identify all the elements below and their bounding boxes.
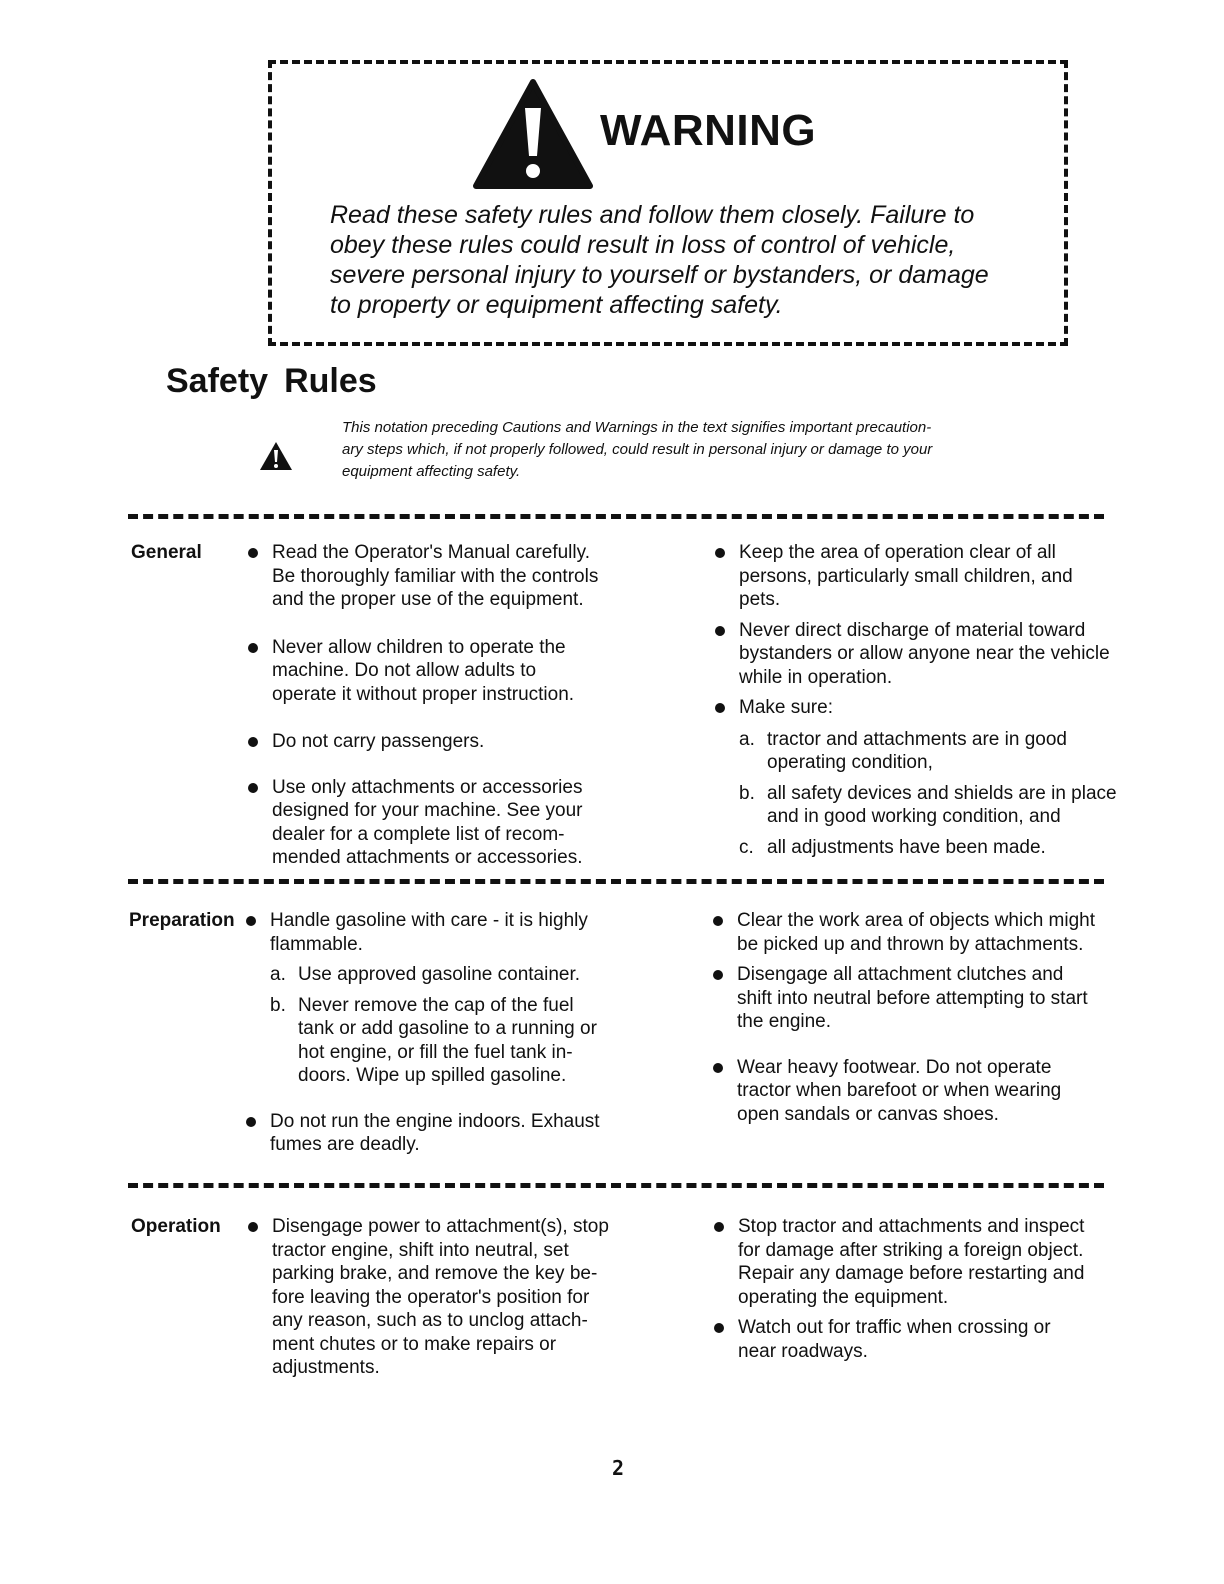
list-item	[248, 776, 668, 870]
bullet-icon	[713, 970, 723, 980]
item-line: Never direct discharge of material toward	[739, 619, 1086, 641]
note-line: ary steps which, if not properly followed, could result in personal injury or damage to your	[342, 441, 933, 458]
warning-text	[330, 200, 1030, 320]
bullet-icon	[246, 1117, 256, 1127]
item-line: doors. Wipe up spilled gasoline.	[298, 1065, 567, 1086]
item-line: tank or add gasoline to a running or	[298, 1018, 597, 1039]
bullet-icon	[248, 548, 258, 558]
section-divider	[128, 879, 1104, 884]
bullet-icon	[248, 1222, 258, 1232]
sub-item-marker: a.	[739, 728, 755, 750]
item-line: Disengage all attachment clutches and	[737, 964, 1064, 985]
item-line: operating condition,	[767, 752, 933, 773]
item-line: Wear heavy footwear. Do not operate	[737, 1056, 1052, 1078]
warning-line: Read these safety rules and follow them closely. Failure to	[330, 201, 975, 229]
item-line: any reason, such as to unclog attach-	[272, 1310, 588, 1331]
section-label-general: General	[131, 542, 202, 563]
item-line: for damage after striking a foreign object.	[738, 1239, 1084, 1261]
page-title-word: Safety	[166, 362, 269, 400]
list-item	[715, 541, 1135, 612]
note-line: equipment affecting safety.	[342, 463, 521, 480]
item-line: machine. Do not allow adults to	[272, 660, 537, 681]
bullet-icon	[248, 783, 258, 793]
item-line: near roadways.	[738, 1340, 868, 1362]
item-line: flammable.	[270, 933, 363, 955]
preparation-right-column	[713, 909, 1133, 1126]
page-title	[166, 362, 393, 401]
item-line: Read the Operator's Manual carefully.	[272, 542, 590, 563]
section-divider	[128, 1183, 1104, 1188]
item-line: adjustments.	[272, 1357, 380, 1378]
item-line: Never remove the cap of the fuel	[298, 994, 574, 1016]
list-item	[248, 730, 668, 754]
item-line: shift into neutral before attempting to start	[737, 987, 1088, 1009]
item-line: Repair any damage before restarting and	[738, 1263, 1085, 1284]
bullet-icon	[715, 626, 725, 636]
item-line: the engine.	[737, 1011, 832, 1032]
bullet-icon	[714, 1222, 724, 1232]
item-line: tractor and attachments are in good	[767, 728, 1067, 750]
list-item	[713, 909, 1133, 956]
section-label-preparation: Preparation	[129, 910, 235, 931]
list-item	[713, 1056, 1133, 1127]
warning-box	[268, 60, 1068, 346]
list-item	[248, 1215, 668, 1380]
item-line: Do not run the engine indoors. Exhaust	[270, 1110, 600, 1132]
item-line: pets.	[739, 589, 781, 610]
item-line: dealer for a complete list of recom-	[272, 823, 565, 845]
page-title-word: Rules	[284, 362, 377, 400]
item-line: and the proper use of the equipment.	[272, 589, 584, 610]
item-line: tractor engine, shift into neutral, set	[272, 1239, 569, 1261]
item-line: designed for your machine. See your	[272, 800, 583, 821]
operation-left-column	[248, 1215, 668, 1380]
warning-line: to property or equipment affecting safety.	[330, 291, 783, 319]
list-item	[246, 1110, 666, 1157]
item-line: while in operation.	[739, 666, 893, 688]
item-line: Watch out for traffic when crossing or	[738, 1317, 1051, 1338]
item-line: Clear the work area of objects which might	[737, 910, 1095, 931]
list-item	[715, 619, 1135, 690]
item-line: fore leaving the operator's position for	[272, 1286, 590, 1308]
item-line: operate it without proper instruction.	[272, 683, 575, 705]
list-item	[714, 1215, 1134, 1309]
item-line: all adjustments have been made.	[767, 836, 1046, 858]
warning-line: severe personal injury to yourself or bystanders, or damage	[330, 261, 989, 289]
item-line: Be thoroughly familiar with the controls	[272, 565, 599, 587]
item-line: all safety devices and shields are in place	[767, 782, 1117, 804]
section-label-operation: Operation	[131, 1216, 221, 1237]
item-line: operating the equipment.	[738, 1286, 949, 1308]
item-line: mended attachments or accessories.	[272, 847, 583, 868]
item-line: parking brake, and remove the key be-	[272, 1263, 598, 1284]
item-line: be picked up and thrown by attachments.	[737, 933, 1084, 955]
item-line: Stop tractor and attachments and inspect	[738, 1216, 1085, 1237]
bullet-icon	[248, 643, 258, 653]
bullet-icon	[246, 916, 256, 926]
bullet-icon	[713, 1063, 723, 1073]
sub-item-marker: c.	[739, 836, 754, 858]
sub-item-marker: a.	[270, 964, 286, 985]
operation-right-column	[714, 1215, 1134, 1363]
list-item	[248, 541, 668, 612]
item-line: Make sure:	[739, 697, 833, 718]
section-divider	[128, 514, 1104, 519]
item-line: ment chutes or to make repairs or	[272, 1333, 557, 1355]
notation-note	[342, 417, 1072, 483]
item-line: Disengage power to attachment(s), stop	[272, 1216, 609, 1237]
item-line: open sandals or canvas shoes.	[737, 1103, 999, 1125]
warning-triangle-icon	[472, 78, 594, 190]
item-line: bystanders or allow anyone near the vehicle	[739, 643, 1110, 664]
item-line: tractor when barefoot or when wearing	[737, 1080, 1062, 1101]
item-line: Handle gasoline with care - it is highly	[270, 910, 588, 931]
item-line: Never allow children to operate the	[272, 636, 566, 658]
general-right-column	[715, 541, 1135, 859]
list-item	[714, 1316, 1134, 1363]
sub-item	[270, 994, 666, 1088]
sub-item	[270, 963, 666, 987]
bullet-icon	[715, 548, 725, 558]
sub-item	[739, 782, 1135, 829]
item-line: fumes are deadly.	[270, 1134, 420, 1155]
bullet-icon	[713, 916, 723, 926]
caution-triangle-icon	[258, 440, 294, 472]
item-line: and in good working condition, and	[767, 806, 1061, 827]
bullet-icon	[715, 703, 725, 713]
warning-title: WARNING	[600, 106, 817, 155]
list-item	[715, 696, 1135, 720]
item-line: Use only attachments or accessories	[272, 776, 583, 798]
sub-item	[739, 836, 1135, 860]
list-item	[248, 636, 668, 707]
item-line: Do not carry passengers.	[272, 731, 485, 752]
general-left-column	[248, 541, 668, 870]
bullet-icon	[714, 1323, 724, 1333]
bullet-icon	[248, 737, 258, 747]
note-line: This notation preceding Cautions and Warnings in the text signifies important precaution-	[342, 419, 932, 436]
preparation-left-column	[246, 909, 666, 1157]
item-line: Keep the area of operation clear of all	[739, 542, 1056, 563]
item-line: persons, particularly small children, and	[739, 565, 1073, 587]
list-item	[246, 909, 666, 956]
page-number: 2	[612, 1456, 625, 1480]
sub-item-marker: b.	[270, 994, 286, 1016]
item-line: hot engine, or fill the fuel tank in-	[298, 1041, 573, 1063]
list-item	[713, 963, 1133, 1034]
item-line: Use approved gasoline container.	[298, 964, 581, 985]
sub-item	[739, 728, 1135, 775]
sub-item-marker: b.	[739, 782, 755, 804]
warning-line: obey these rules could result in loss of control of vehicle,	[330, 231, 956, 259]
